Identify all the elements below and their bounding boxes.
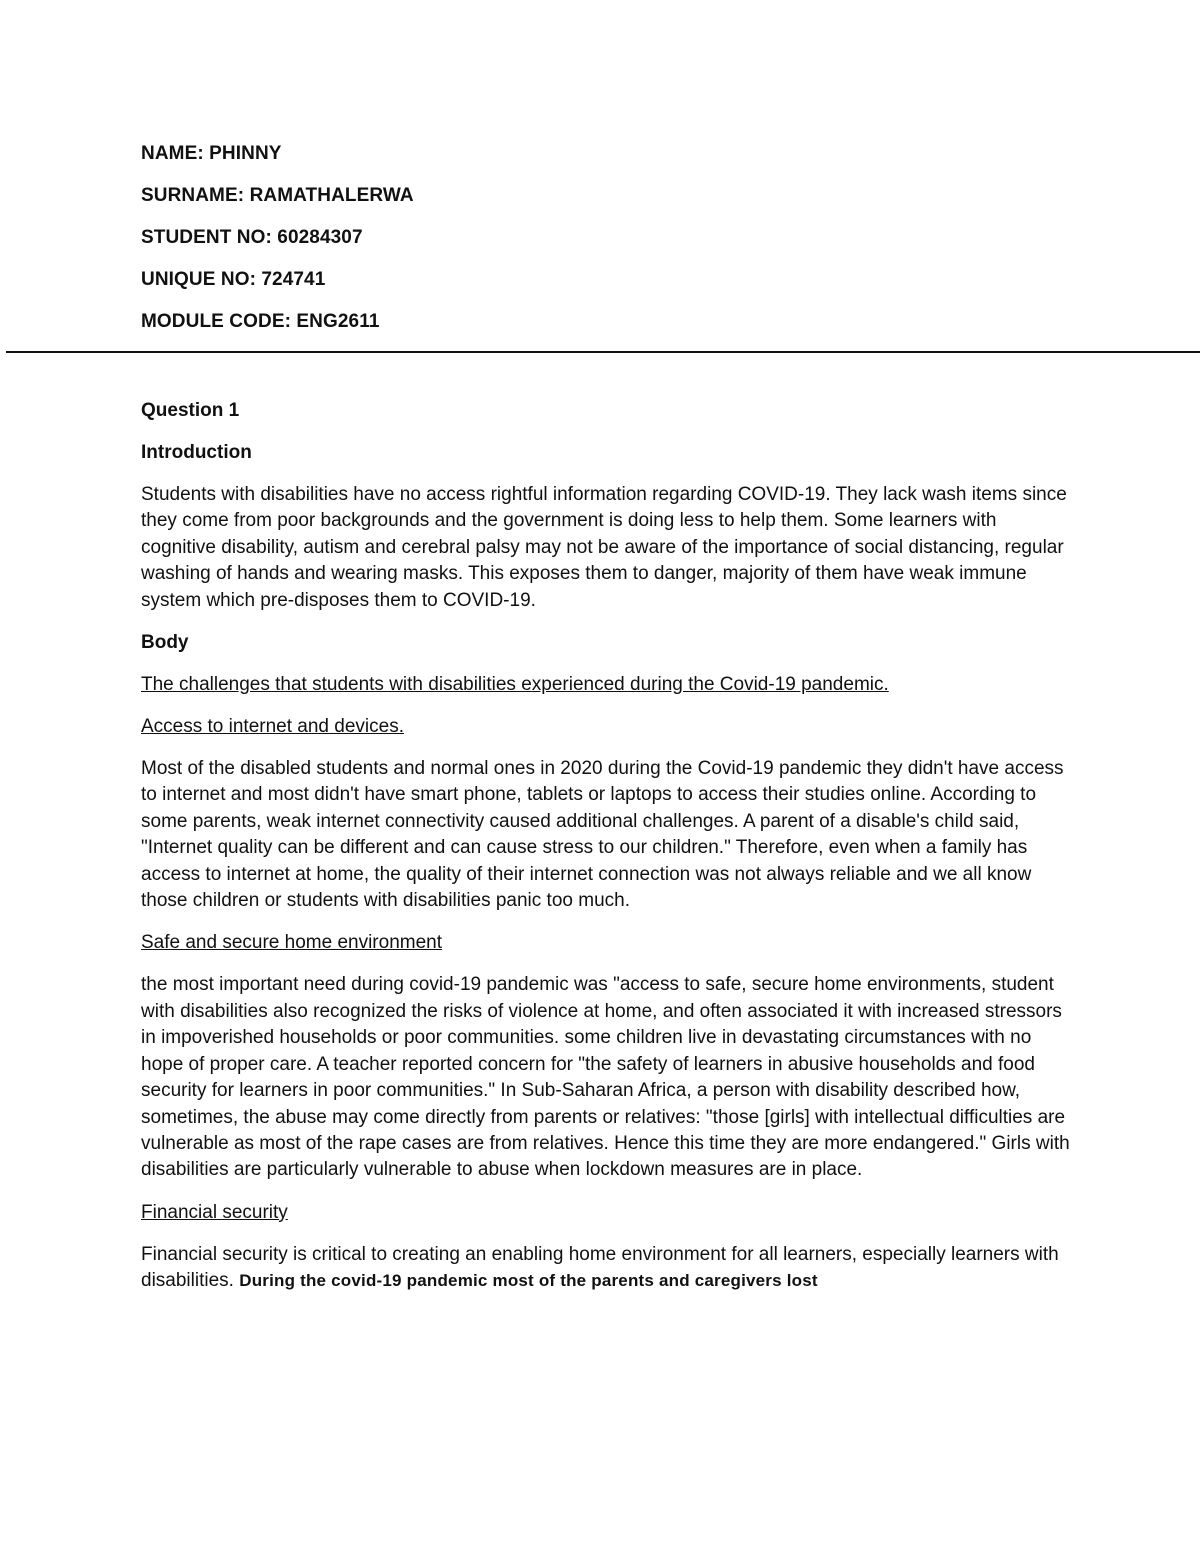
- student-details: [141, 142, 414, 352]
- challenges-heading: The challenges that students with disabilities experienced during the Covid-19 pandemic.: [141, 674, 889, 696]
- internet-heading: Access to internet and devices.: [141, 716, 404, 738]
- financial-paragraph-start: Financial security is critical to creating an enabling home environment for all learners, especially learners with disabilities.: [141, 1243, 1059, 1292]
- student-surname: SURNAME: RAMATHALERWA: [141, 185, 414, 206]
- financial-paragraph-bold: During the covid-19 pandemic most of the parents and caregivers lost: [239, 1271, 818, 1291]
- student-name: NAME: PHINNY: [141, 143, 282, 164]
- horizontal-divider: [6, 351, 1200, 353]
- module-code: MODULE CODE: ENG2611: [141, 311, 380, 332]
- home-environment-heading: Safe and secure home environment: [141, 932, 443, 954]
- unique-number: UNIQUE NO: 724741: [141, 269, 326, 290]
- intro-heading: Introduction: [141, 442, 252, 463]
- question-title: Question 1: [141, 400, 240, 421]
- financial-security-heading: Financial security: [141, 1201, 288, 1223]
- internet-paragraph: Most of the disabled students and normal ones in 2020 during the Covid-19 pandemic they didn't have access to internet and most didn't have smart phone, tablets or laptops to access their studies online. According to some parents, weak internet connectivity caused additional challenges. A parent of a disable's child said, "Internet quality can be different and can cause stress to our children." Therefore, even when a family has access to internet at home, the quality of their internet connection was not always reliable and we all know those children or students with disabilities panic too much.: [141, 758, 1064, 912]
- student-number: STUDENT NO: 60284307: [141, 227, 363, 248]
- document-body: [141, 398, 1071, 1311]
- intro-paragraph: Students with disabilities have no access rightful information regarding COVID-19. They lack wash items since they come from poor backgrounds and the government is doing less to help them. Some learners with cognitive disability, autism and cerebral palsy may not be aware of the importance of social distancing, regular washing of hands and wearing masks. This exposes them to danger, majority of them have weak immune system which pre-disposes them to COVID-19.: [141, 484, 1067, 611]
- body-heading: Body: [141, 632, 189, 654]
- home-environment-paragraph: the most important need during covid-19 pandemic was "access to safe, secure home environments, student with disabilities also recognized the risks of violence at home, and often associated it with increased stressors in impoverished households or poor communities. some children live in devastating circumstances with no hope of proper care. A teacher reported concern for "the safety of learners in abusive households and food security for learners in poor communities." In Sub-Saharan Africa, a person with disability described how, sometimes, the abuse may come directly from parents or relatives: "those [girls] with intellectual difficulties are vulnerable as most of the rape cases are from relatives. Hence this time they are more endangered." Girls with disabilities are particularly vulnerable to abuse when lockdown measures are in place.: [141, 974, 1070, 1181]
- financial-security-paragraph: [141, 1242, 1071, 1295]
